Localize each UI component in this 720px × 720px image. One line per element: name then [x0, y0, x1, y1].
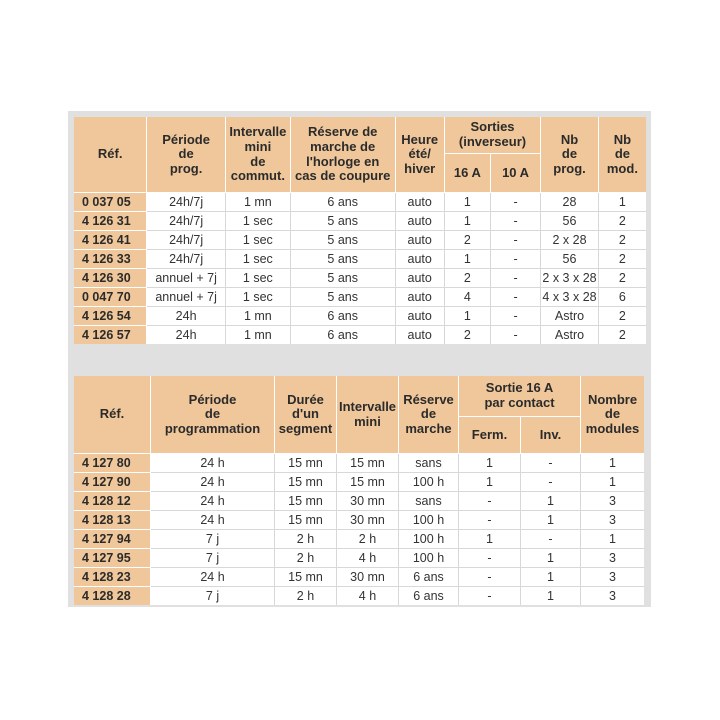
- heure-cell: auto: [396, 250, 445, 269]
- intervalle-cell: 1 mn: [226, 193, 291, 212]
- table-row: [74, 269, 646, 288]
- sorties-10a-cell: -: [491, 212, 541, 231]
- nb-mod-cell: 1: [599, 193, 646, 212]
- ref-cell: 4 128 23: [74, 568, 151, 587]
- header-reserve: Réserve de marche: [399, 376, 459, 454]
- ferm-cell: -: [459, 587, 521, 605]
- nb-mod-cell: 2: [599, 231, 646, 250]
- heure-cell: auto: [396, 307, 445, 326]
- inv-cell: 1: [521, 587, 581, 605]
- ref-cell: 4 127 80: [74, 454, 151, 473]
- nb-prog-cell: 2 x 3 x 28: [541, 269, 599, 288]
- periode-cell: 24 h: [151, 454, 275, 473]
- periode-cell: 24h: [147, 307, 226, 326]
- sorties-10a-cell: -: [491, 269, 541, 288]
- periode-cell: 7 j: [151, 530, 275, 549]
- periode-cell: 24h/7j: [147, 250, 226, 269]
- header-periode: Période de prog.: [147, 117, 226, 193]
- header-sorties: Sorties (inverseur): [445, 117, 541, 154]
- header-periode: Période de programmation: [151, 376, 275, 454]
- nombre-cell: 1: [581, 530, 644, 549]
- ferm-cell: -: [459, 492, 521, 511]
- sorties-10a-cell: -: [491, 288, 541, 307]
- ferm-cell: -: [459, 511, 521, 530]
- ferm-cell: -: [459, 568, 521, 587]
- inv-cell: -: [521, 530, 581, 549]
- header-intervalle: Intervalle mini: [337, 376, 399, 454]
- nombre-cell: 1: [581, 473, 644, 492]
- ref-cell: 4 126 54: [74, 307, 147, 326]
- inv-cell: 1: [521, 492, 581, 511]
- ferm-cell: 1: [459, 454, 521, 473]
- intervalle-cell: 1 sec: [226, 212, 291, 231]
- nb-prog-cell: Astro: [541, 307, 599, 326]
- duree-cell: 15 mn: [275, 454, 337, 473]
- header-heure: Heure été/ hiver: [396, 117, 445, 193]
- nb-prog-cell: Astro: [541, 326, 599, 344]
- ref-cell: 4 128 12: [74, 492, 151, 511]
- table-row: [74, 530, 644, 549]
- reserve-cell: 6 ans: [399, 587, 459, 605]
- ref-cell: 4 126 57: [74, 326, 147, 344]
- periode-cell: 7 j: [151, 587, 275, 605]
- periode-cell: 7 j: [151, 549, 275, 568]
- intervalle-cell: 15 mn: [337, 454, 399, 473]
- periode-cell: 24 h: [151, 473, 275, 492]
- periode-cell: annuel + 7j: [147, 269, 226, 288]
- ref-cell: 4 126 41: [74, 231, 147, 250]
- table-row: [74, 587, 644, 605]
- reserve-cell: sans: [399, 492, 459, 511]
- ref-cell: 4 128 13: [74, 511, 151, 530]
- nb-mod-cell: 2: [599, 250, 646, 269]
- sorties-16a-cell: 1: [445, 307, 491, 326]
- intervalle-cell: 1 sec: [226, 250, 291, 269]
- header-ref: Réf.: [74, 117, 147, 193]
- header-sorties-10a: 10 A: [491, 154, 541, 193]
- reserve-cell: 6 ans: [291, 307, 396, 326]
- inv-cell: 1: [521, 549, 581, 568]
- nombre-cell: 3: [581, 492, 644, 511]
- heure-cell: auto: [396, 212, 445, 231]
- periode-cell: 24h/7j: [147, 212, 226, 231]
- periode-cell: 24h/7j: [147, 231, 226, 250]
- nb-prog-cell: 56: [541, 212, 599, 231]
- duree-cell: 2 h: [275, 549, 337, 568]
- intervalle-cell: 30 mn: [337, 492, 399, 511]
- table-row: [74, 250, 646, 269]
- header-intervalle: Intervalle mini de commut.: [226, 117, 291, 193]
- duree-cell: 15 mn: [275, 473, 337, 492]
- reserve-cell: 100 h: [399, 549, 459, 568]
- table-row: [74, 231, 646, 250]
- duree-cell: 15 mn: [275, 492, 337, 511]
- table-row: [74, 193, 646, 212]
- sorties-10a-cell: -: [491, 231, 541, 250]
- header-duree: Durée d'un segment: [275, 376, 337, 454]
- reserve-cell: 100 h: [399, 511, 459, 530]
- nombre-cell: 1: [581, 454, 644, 473]
- nb-mod-cell: 6: [599, 288, 646, 307]
- sorties-16a-cell: 1: [445, 250, 491, 269]
- heure-cell: auto: [396, 231, 445, 250]
- ref-cell: 4 126 30: [74, 269, 147, 288]
- table-row: [74, 326, 646, 344]
- ref-cell: 4 128 28: [74, 587, 151, 605]
- nb-mod-cell: 2: [599, 307, 646, 326]
- ref-cell: 4 127 90: [74, 473, 151, 492]
- ref-cell: 4 127 94: [74, 530, 151, 549]
- reserve-cell: 5 ans: [291, 269, 396, 288]
- nb-prog-cell: 4 x 3 x 28: [541, 288, 599, 307]
- reserve-cell: 5 ans: [291, 231, 396, 250]
- sorties-16a-cell: 2: [445, 269, 491, 288]
- inv-cell: 1: [521, 511, 581, 530]
- heure-cell: auto: [396, 193, 445, 212]
- table-row: [74, 288, 646, 307]
- duree-cell: 15 mn: [275, 511, 337, 530]
- timer-spec-table-1: [74, 117, 646, 344]
- inv-cell: -: [521, 473, 581, 492]
- reserve-cell: 5 ans: [291, 250, 396, 269]
- ref-cell: 4 127 95: [74, 549, 151, 568]
- intervalle-cell: 15 mn: [337, 473, 399, 492]
- reserve-cell: 6 ans: [291, 326, 396, 344]
- sorties-10a-cell: -: [491, 250, 541, 269]
- header-ref: Réf.: [74, 376, 151, 454]
- reserve-cell: 6 ans: [399, 568, 459, 587]
- ferm-cell: 1: [459, 530, 521, 549]
- intervalle-cell: 2 h: [337, 530, 399, 549]
- sorties-16a-cell: 1: [445, 212, 491, 231]
- ref-cell: 4 126 33: [74, 250, 147, 269]
- sorties-10a-cell: -: [491, 307, 541, 326]
- ferm-cell: -: [459, 549, 521, 568]
- heure-cell: auto: [396, 326, 445, 344]
- intervalle-cell: 1 sec: [226, 231, 291, 250]
- nb-prog-cell: 28: [541, 193, 599, 212]
- header-sorties-16a: 16 A: [445, 154, 491, 193]
- nb-mod-cell: 2: [599, 269, 646, 288]
- periode-cell: 24h: [147, 326, 226, 344]
- intervalle-cell: 4 h: [337, 549, 399, 568]
- table-row: [74, 549, 644, 568]
- header-ferm: Ferm.: [459, 417, 521, 454]
- reserve-cell: 5 ans: [291, 212, 396, 231]
- nb-prog-cell: 2 x 28: [541, 231, 599, 250]
- nb-prog-cell: 56: [541, 250, 599, 269]
- ref-cell: 0 047 70: [74, 288, 147, 307]
- reserve-cell: 5 ans: [291, 288, 396, 307]
- intervalle-cell: 1 sec: [226, 288, 291, 307]
- nombre-cell: 3: [581, 549, 644, 568]
- nombre-cell: 3: [609, 589, 616, 603]
- reserve-cell: 100 h: [399, 530, 459, 549]
- nb-mod-cell: 2: [618, 328, 626, 342]
- intervalle-cell: 30 mn: [337, 568, 399, 587]
- table-row: [74, 492, 644, 511]
- table-row: [74, 568, 644, 587]
- sorties-16a-cell: 2: [445, 326, 491, 344]
- intervalle-cell: 30 mn: [337, 511, 399, 530]
- duree-cell: 2 h: [275, 530, 337, 549]
- sorties-16a-cell: 2: [445, 231, 491, 250]
- nombre-cell: 3: [581, 511, 644, 530]
- table-row: [74, 454, 644, 473]
- intervalle-cell: 1 mn: [226, 326, 291, 344]
- heure-cell: auto: [396, 288, 445, 307]
- ferm-cell: 1: [459, 473, 521, 492]
- header-nb-mod: Nb de mod.: [599, 117, 646, 193]
- inv-cell: -: [521, 454, 581, 473]
- sorties-10a-cell: -: [491, 193, 541, 212]
- reserve-cell: 6 ans: [291, 193, 396, 212]
- table-row: [74, 473, 644, 492]
- header-nombre: Nombre de modules: [581, 376, 644, 454]
- duree-cell: 15 mn: [275, 568, 337, 587]
- header-nb-prog: Nb de prog.: [541, 117, 599, 193]
- intervalle-cell: 1 mn: [226, 307, 291, 326]
- table-row: [74, 511, 644, 530]
- periode-cell: 24h/7j: [147, 193, 226, 212]
- sorties-10a-cell: -: [491, 326, 541, 344]
- reserve-cell: sans: [399, 454, 459, 473]
- intervalle-cell: 4 h: [337, 587, 399, 605]
- heure-cell: auto: [396, 269, 445, 288]
- timer-spec-table-2: [74, 376, 644, 605]
- periode-cell: annuel + 7j: [147, 288, 226, 307]
- intervalle-cell: 1 sec: [226, 269, 291, 288]
- table-row: [74, 307, 646, 326]
- nombre-cell: 3: [581, 568, 644, 587]
- periode-cell: 24 h: [151, 511, 275, 530]
- sorties-16a-cell: 4: [445, 288, 491, 307]
- inv-cell: 1: [521, 568, 581, 587]
- duree-cell: 2 h: [275, 587, 337, 605]
- nb-mod-cell: 2: [599, 212, 646, 231]
- periode-cell: 24 h: [151, 568, 275, 587]
- ref-cell: 0 037 05: [74, 193, 147, 212]
- header-reserve: Réserve de marche de l'horloge en cas de coupure: [291, 117, 396, 193]
- header-inv: Inv.: [521, 417, 581, 454]
- sorties-16a-cell: 1: [445, 193, 491, 212]
- ref-cell: 4 126 31: [74, 212, 147, 231]
- reserve-cell: 100 h: [399, 473, 459, 492]
- periode-cell: 24 h: [151, 492, 275, 511]
- table-row: [74, 212, 646, 231]
- header-sortie: Sortie 16 A par contact: [459, 376, 581, 417]
